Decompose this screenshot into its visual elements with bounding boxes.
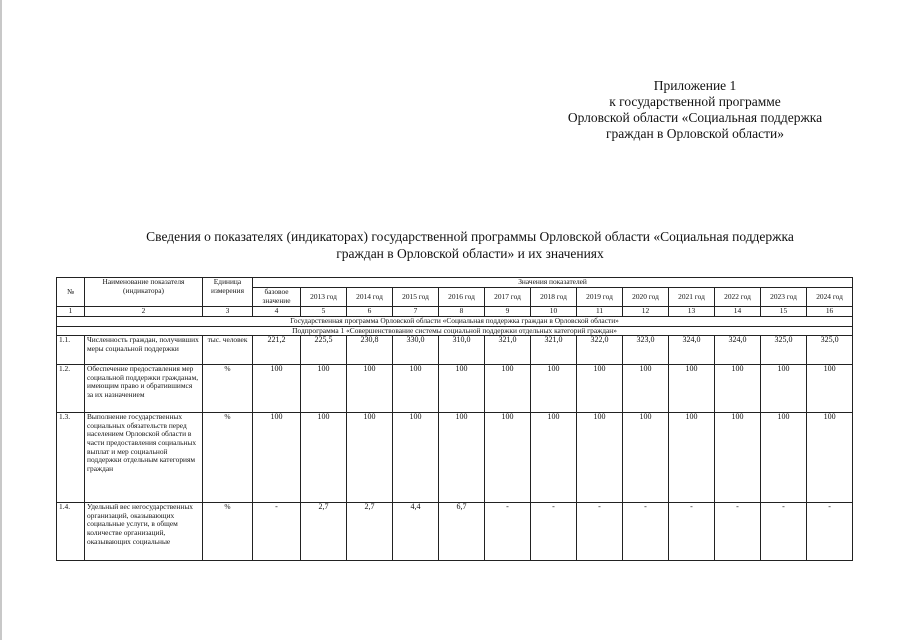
row-indicator-name: Обеспечение предоставления мер социальной поддержки гражданам, имеющим право и обратившимся за их назначением (85, 365, 203, 413)
header-year: 2019 год (577, 288, 623, 307)
row-value: 100 (715, 365, 761, 413)
row-value: - (807, 503, 853, 561)
column-number: 7 (393, 307, 439, 317)
column-numbers-row (57, 307, 853, 317)
header-year: 2018 год (531, 288, 577, 307)
row-value: 324,0 (669, 336, 715, 365)
page-edge-shadow (0, 0, 2, 640)
row-value: 100 (301, 413, 347, 503)
document-title-line-1: Сведения о показателях (индикаторах) государственной программы Орловской области «Социальная поддержка (146, 229, 794, 244)
row-value: 6,7 (439, 503, 485, 561)
row-indicator-name: Удельный вес негосударственных организаций, оказывающих социальные услуги, в общем количестве организаций, оказывающих социальные (85, 503, 203, 561)
annex-line-2: к государственной программе (609, 94, 781, 109)
row-indicator-name: Выполнение государственных социальных обязательств перед населением Орловской области в части предоставления социальных выплат и мер социальной поддержки отдельным категориям граждан (85, 413, 203, 503)
row-value: 100 (439, 413, 485, 503)
document-title-line-2: граждан в Орловской области» и их значениях (336, 246, 604, 261)
program-title-row (57, 317, 853, 327)
header-year: 2023 год (761, 288, 807, 307)
row-value: 2,7 (347, 503, 393, 561)
header-year: 2015 год (393, 288, 439, 307)
row-number: 1.4. (57, 503, 85, 561)
row-value: 100 (761, 413, 807, 503)
row-value: 330,0 (393, 336, 439, 365)
row-number: 1.1. (57, 336, 85, 365)
row-value: 321,0 (485, 336, 531, 365)
row-value: 4,4 (393, 503, 439, 561)
row-unit: тыс. человек (203, 336, 253, 365)
table-row (57, 336, 853, 365)
header-unit: Единица измерения (203, 278, 253, 307)
row-value: 225,5 (301, 336, 347, 365)
row-value: 321,0 (531, 336, 577, 365)
annex-block (540, 78, 850, 142)
row-value: 323,0 (623, 336, 669, 365)
row-value: 100 (807, 413, 853, 503)
column-number: 14 (715, 307, 761, 317)
row-value: 100 (347, 365, 393, 413)
row-value: - (623, 503, 669, 561)
subprogram-title: Подпрограмма 1 «Совершенствование системы социальной поддержки отдельных категорий граждан» (57, 326, 853, 336)
row-value: 100 (393, 413, 439, 503)
row-unit: % (203, 503, 253, 561)
row-value: 100 (439, 365, 485, 413)
row-value: 230,8 (347, 336, 393, 365)
annex-line-3: Орловской области «Социальная поддержка (567, 110, 823, 125)
row-value: - (577, 503, 623, 561)
column-number: 12 (623, 307, 669, 317)
column-number: 8 (439, 307, 485, 317)
row-indicator-name: Численность граждан, получивших меры социальной поддержки (85, 336, 203, 365)
header-values-group: Значения показателей (253, 278, 853, 288)
row-value: 325,0 (761, 336, 807, 365)
document-title (60, 228, 880, 262)
row-value: 100 (301, 365, 347, 413)
row-value: 100 (485, 365, 531, 413)
row-value: - (715, 503, 761, 561)
row-value: 100 (253, 413, 301, 503)
row-value: 100 (715, 413, 761, 503)
table-row (57, 503, 853, 561)
column-number: 16 (807, 307, 853, 317)
annex-line-1: Приложение 1 (653, 78, 737, 93)
table-row (57, 365, 853, 413)
column-number: 3 (203, 307, 253, 317)
row-value: 100 (807, 365, 853, 413)
column-number: 6 (347, 307, 393, 317)
row-value: - (485, 503, 531, 561)
row-unit: % (203, 413, 253, 503)
header-name: Наименование показателя (индикатора) (85, 278, 203, 307)
column-number: 5 (301, 307, 347, 317)
header-year: 2013 год (301, 288, 347, 307)
program-title: Государственная программа Орловской области «Социальная поддержка граждан в Орловской области» (57, 317, 853, 327)
row-value: 100 (253, 365, 301, 413)
column-number: 10 (531, 307, 577, 317)
row-value: - (669, 503, 715, 561)
row-value: 100 (347, 413, 393, 503)
row-value: 221,2 (253, 336, 301, 365)
header-year: 2022 год (715, 288, 761, 307)
row-number: 1.3. (57, 413, 85, 503)
indicators-table (56, 277, 853, 561)
column-number: 9 (485, 307, 531, 317)
row-value: 100 (669, 413, 715, 503)
column-number: 4 (253, 307, 301, 317)
column-number: 1 (57, 307, 85, 317)
row-value: 100 (669, 365, 715, 413)
row-value: 310,0 (439, 336, 485, 365)
header-year: 2016 год (439, 288, 485, 307)
header-row-1 (57, 278, 853, 288)
row-value: - (761, 503, 807, 561)
annex-line-4: граждан в Орловской области» (605, 126, 784, 141)
row-value: 100 (531, 365, 577, 413)
row-value: 322,0 (577, 336, 623, 365)
row-value: 100 (577, 365, 623, 413)
header-year: 2017 год (485, 288, 531, 307)
header-num: № (57, 278, 85, 307)
row-value: 100 (623, 365, 669, 413)
column-number: 2 (85, 307, 203, 317)
row-value: 2,7 (301, 503, 347, 561)
row-value: 100 (761, 365, 807, 413)
table-row (57, 413, 853, 503)
row-unit: % (203, 365, 253, 413)
header-year: 2020 год (623, 288, 669, 307)
column-number: 15 (761, 307, 807, 317)
row-value: 100 (485, 413, 531, 503)
column-number: 11 (577, 307, 623, 317)
row-value: 325,0 (807, 336, 853, 365)
row-number: 1.2. (57, 365, 85, 413)
row-value: 100 (623, 413, 669, 503)
header-year: 2021 год (669, 288, 715, 307)
header-year: 2024 год (807, 288, 853, 307)
header-base: базовое значение (253, 288, 301, 307)
header-year: 2014 год (347, 288, 393, 307)
column-number: 13 (669, 307, 715, 317)
row-value: - (531, 503, 577, 561)
row-value: 324,0 (715, 336, 761, 365)
row-value: 100 (531, 413, 577, 503)
row-value: 100 (577, 413, 623, 503)
row-value: 100 (393, 365, 439, 413)
row-value: - (253, 503, 301, 561)
